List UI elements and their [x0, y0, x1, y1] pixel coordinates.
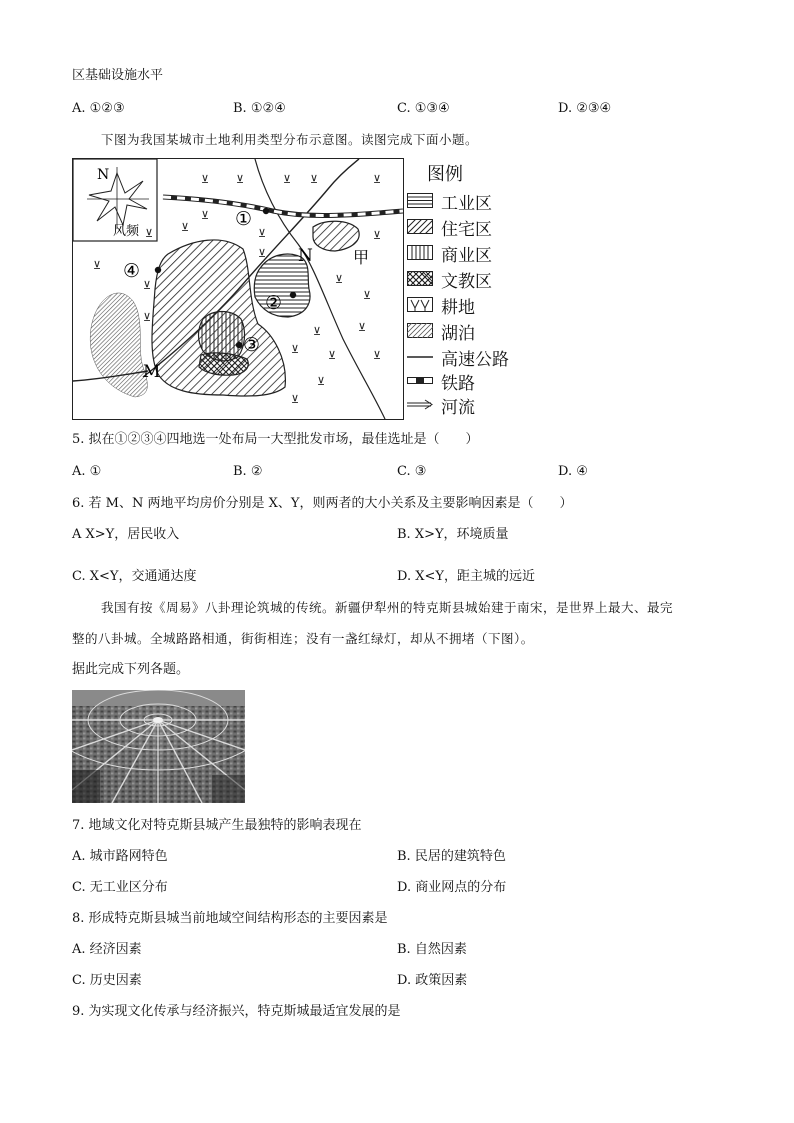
q5-stem: 5. 拟在①②③④四地选一处布局一大型批发市场，最佳选址是（ ）: [72, 432, 479, 447]
q5-option-a: A. ①: [72, 464, 102, 479]
q4-option-d: D. ②③④: [558, 101, 612, 116]
svg-text:⊻: ⊻: [291, 343, 300, 356]
wind-label: 风频: [113, 224, 140, 239]
legend-railway-icon: [407, 373, 433, 388]
svg-text:⊻: ⊻: [181, 221, 190, 234]
legend-lake-icon: [407, 323, 433, 338]
marker-dot-1: [263, 208, 269, 214]
q7-option-c: C. 无工业区分布: [72, 880, 168, 895]
svg-text:⊻: ⊻: [201, 209, 210, 222]
q6-option-b: B. X>Y，环境质量: [397, 527, 509, 542]
q6-option-d: D. X<Y，距主城的远近: [397, 569, 535, 584]
svg-text:⊻: ⊻: [373, 349, 382, 362]
q7-stem: 7. 地域文化对特克斯县城产生最独特的影响表现在: [72, 818, 362, 833]
legend-river-icon: [407, 397, 433, 412]
q6-stem: 6. 若 M、N 两地平均房价分别是 X、Y，则两者的大小关系及主要影响因素是（ ）: [72, 496, 573, 511]
marker-4: ④: [123, 260, 141, 282]
label-n: N: [298, 246, 313, 266]
marker-dot-3: [236, 342, 242, 348]
north-label: N: [97, 167, 110, 183]
map-legend: 图例 工业区 住宅区 商业区 文教区 耕地 湖泊 高速公路 铁路 河流: [405, 158, 545, 420]
legend-residential-icon: [407, 219, 433, 234]
marker-1: ①: [235, 208, 253, 230]
q8-option-b: B. 自然因素: [397, 942, 467, 957]
q7-option-b: B. 民居的建筑特色: [397, 849, 506, 864]
svg-text:⊻: ⊻: [93, 259, 102, 272]
svg-text:⊻: ⊻: [358, 321, 367, 334]
svg-text:⊻: ⊻: [363, 289, 372, 302]
q5-option-b: B. ②: [233, 464, 263, 479]
label-jia: 甲: [353, 248, 370, 267]
q4-option-c: C. ①③④: [397, 101, 450, 116]
railway: [163, 197, 403, 216]
q5-option-d: D. ④: [558, 464, 588, 479]
q5-option-c: C. ③: [397, 464, 427, 479]
label-m: M: [143, 362, 161, 382]
q6-option-a: A X>Y，居民收入: [72, 527, 180, 542]
lake-area: [90, 293, 147, 397]
header-line: 区基础设施水平: [72, 68, 164, 83]
land-use-map: [72, 158, 404, 420]
svg-text:⊻: ⊻: [258, 247, 267, 260]
legend-title: 图例: [427, 164, 463, 185]
q9-stem: 9. 为实现文化传承与经济振兴，特克斯城最适宜发展的是: [72, 1004, 401, 1019]
q8-option-a: A. 经济因素: [72, 942, 142, 957]
q7-option-a: A. 城市路网特色: [72, 849, 168, 864]
svg-text:⊻: ⊻: [373, 173, 382, 186]
marker-dot-2: [290, 292, 296, 298]
q8-option-d: D. 政策因素: [397, 973, 468, 988]
svg-text:⊻: ⊻: [145, 227, 154, 240]
legend-commercial-icon: [407, 245, 433, 260]
svg-text:⊻: ⊻: [317, 375, 326, 388]
svg-text:⊻: ⊻: [373, 229, 382, 242]
tekes-aerial-photo: [72, 690, 245, 803]
legend-highway-icon: [407, 349, 433, 364]
svg-text:⊻: ⊻: [328, 349, 337, 362]
marker-2: ②: [265, 292, 283, 314]
aerial-photo-svg: [72, 690, 245, 803]
q7-option-d: D. 商业网点的分布: [397, 880, 507, 895]
q4-option-b: B. ①②④: [233, 101, 286, 116]
legend-industrial-icon: [407, 193, 433, 208]
q8-stem: 8. 形成特克斯县城当前地域空间结构形态的主要因素是: [72, 911, 388, 926]
svg-text:⊻: ⊻: [143, 279, 152, 292]
legend-farmland-icon: [407, 297, 433, 312]
tekes-intro-line-1: 我国有按《周易》八卦理论筑城的传统。新疆伊犁州的特克斯县城始建于南宋，是世界上最大、最完: [101, 600, 674, 615]
marker-dot-4: [155, 267, 161, 273]
svg-text:⊻: ⊻: [313, 325, 322, 338]
svg-text:⊻: ⊻: [143, 311, 152, 324]
legend-education-icon: [407, 271, 433, 286]
tekes-intro-line-2: 整的八卦城。全城路路相通，街街相连；没有一盏红绿灯，却从不拥堵（下图）。: [72, 631, 534, 646]
svg-text:⊻: ⊻: [236, 173, 245, 186]
education-zone: [199, 353, 248, 375]
land-use-map-svg: [73, 159, 403, 419]
tekes-intro-line-3: 据此完成下列各题。: [72, 662, 190, 677]
map-intro: 下图为我国某城市土地利用类型分布示意图。读图完成下面小题。: [101, 132, 479, 147]
q8-option-c: C. 历史因素: [72, 973, 142, 988]
svg-text:⊻: ⊻: [201, 173, 210, 186]
q4-option-a: A. ①②③: [72, 101, 125, 116]
svg-text:⊻: ⊻: [310, 173, 319, 186]
svg-text:⊻: ⊻: [283, 173, 292, 186]
residential-zone-jia: [313, 221, 359, 251]
svg-text:⊻: ⊻: [335, 273, 344, 286]
marker-3: ③: [243, 334, 261, 356]
q6-option-c: C. X<Y，交通通达度: [72, 569, 197, 584]
svg-text:⊻: ⊻: [258, 227, 267, 240]
svg-text:⊻: ⊻: [291, 393, 300, 406]
